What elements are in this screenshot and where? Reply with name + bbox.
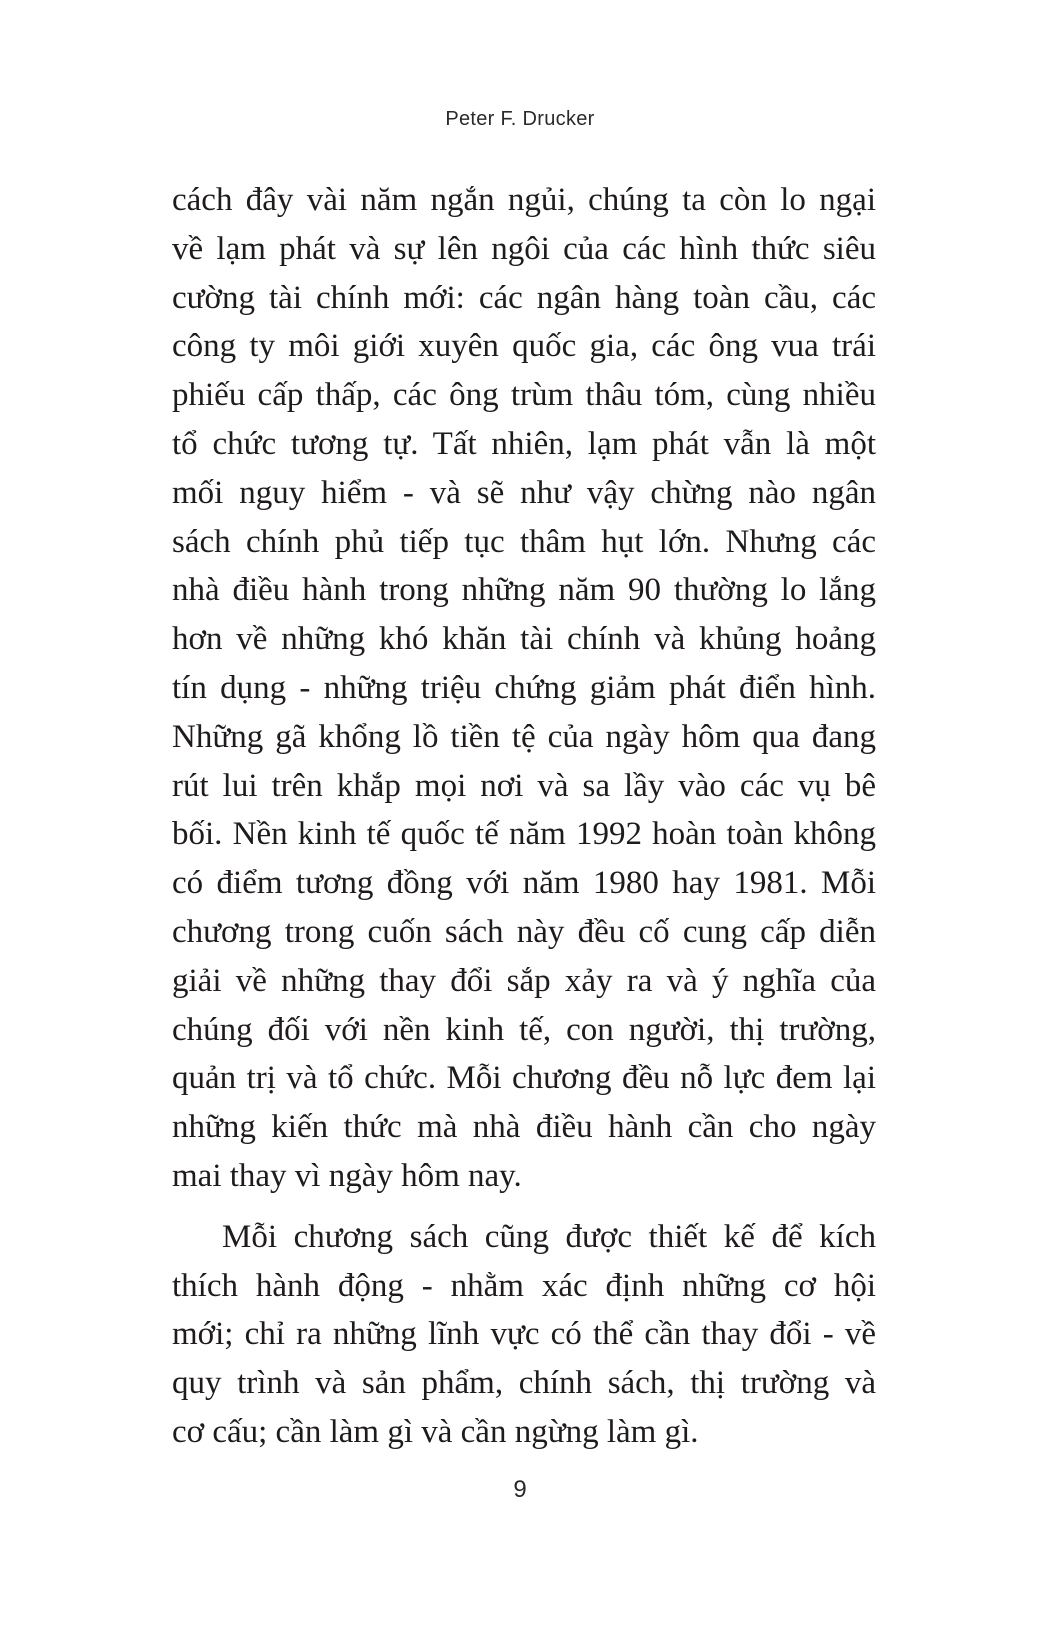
text-line: những kiến thức mà nhà điều hành cần cho ngày [172, 1109, 876, 1146]
text-line: quản trị và tổ chức. Mỗi chương đều nỗ lực đem lại [172, 1060, 876, 1097]
paragraph-1 [172, 176, 876, 1201]
text-line: mối nguy hiểm - và sẽ như vậy chừng nào ngân [172, 474, 876, 511]
text-line: có điểm tương đồng với năm 1980 hay 1981. Mỗi [172, 865, 876, 902]
text-line: chương trong cuốn sách này đều cố cung cấp diễn [172, 913, 876, 950]
text-line: Mỗi chương sách cũng được thiết kế để kích [222, 1218, 876, 1255]
text-line: bối. Nền kinh tế quốc tế năm 1992 hoàn toàn không [172, 816, 876, 853]
text-line: tổ chức tương tự. Tất nhiên, lạm phát vẫn là một [172, 425, 876, 462]
text-line: chúng đối với nền kinh tế, con người, thị trường, [172, 1011, 876, 1048]
text-line: mai thay vì ngày hôm nay. [172, 1157, 522, 1194]
paragraph-2 [172, 1213, 876, 1457]
text-line: nhà điều hành trong những năm 90 thường lo lắng [172, 572, 876, 609]
text-line: công ty môi giới xuyên quốc gia, các ông vua trái [172, 328, 876, 365]
text-line: phiếu cấp thấp, các ông trùm thâu tóm, cùng nhiều [172, 377, 876, 414]
text-line: sách chính phủ tiếp tục thâm hụt lớn. Nhưng các [172, 523, 876, 560]
text-line: thích hành động - nhằm xác định những cơ hội [172, 1267, 876, 1304]
text-line: cách đây vài năm ngắn ngủi, chúng ta còn lo ngại [172, 182, 876, 218]
text-line: cơ cấu; cần làm gì và cần ngừng làm gì. [172, 1413, 699, 1450]
text-line: Những gã khổng lồ tiền tệ của ngày hôm qua đang [172, 718, 876, 755]
text-line: về lạm phát và sự lên ngôi của các hình thức siêu [172, 230, 876, 267]
text-line: hơn về những khó khăn tài chính và khủng hoảng [172, 621, 876, 658]
text-line: giải về những thay đổi sắp xảy ra và ý nghĩa của [172, 962, 876, 999]
text-line: cường tài chính mới: các ngân hàng toàn cầu, các [172, 279, 876, 316]
running-header-author: Peter F. Drucker [445, 108, 595, 130]
text-line: quy trình và sản phẩm, chính sách, thị trường và [172, 1365, 876, 1402]
text-line: tín dụng - những triệu chứng giảm phát điển hình. [172, 669, 876, 706]
text-line: rút lui trên khắp mọi nơi và sa lầy vào các vụ bê [172, 767, 876, 804]
text-line: mới; chỉ ra những lĩnh vực có thể cần thay đổi - về [172, 1316, 876, 1353]
body-text [172, 176, 876, 1457]
page-number: 9 [513, 1476, 527, 1503]
